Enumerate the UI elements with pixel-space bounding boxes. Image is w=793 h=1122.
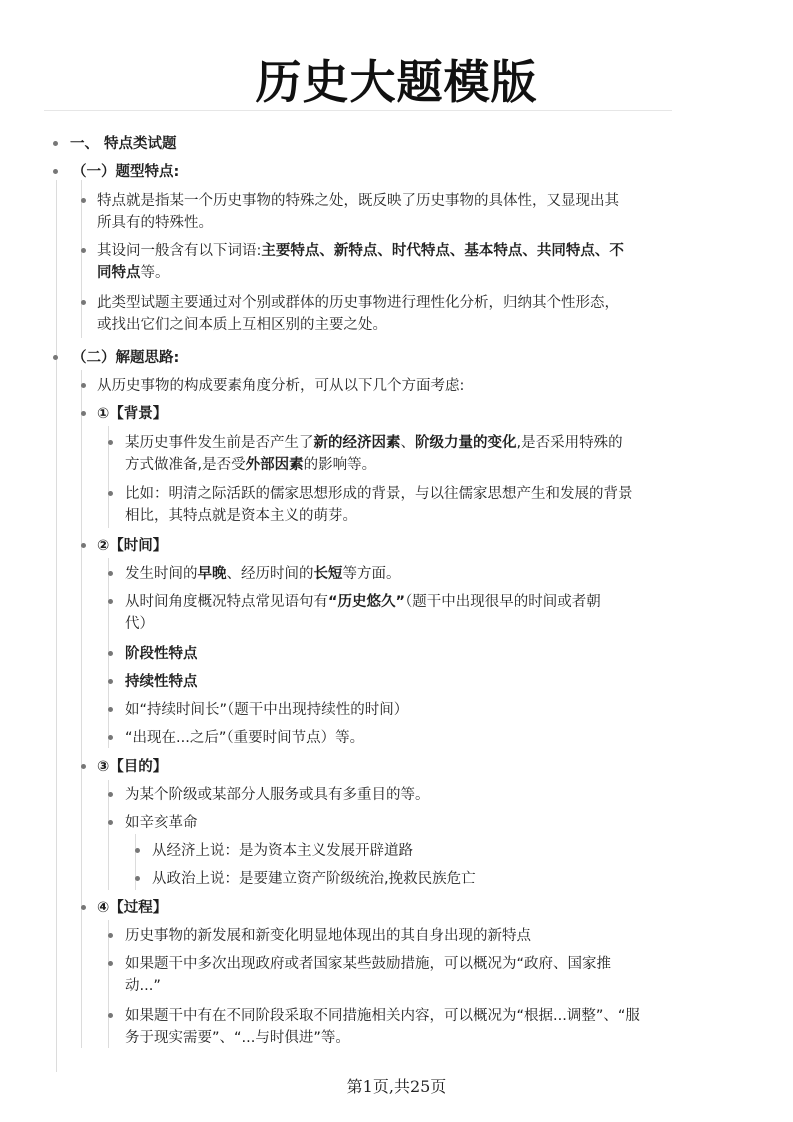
list-item: 从历史事物的构成要素角度分析，可从以下几个方面考虑: (97, 378, 465, 394)
bullet (81, 248, 86, 253)
bullet (108, 571, 113, 576)
list-item: 历史事物的新发展和新变化明显地体现出的其自身出现的新特点 (125, 928, 531, 944)
bullet (108, 735, 113, 740)
list-item: 从政治上说：是要建立资产阶级统治,挽救民族危亡 (152, 871, 476, 887)
bullet (135, 876, 140, 881)
list-item: 如“持续时间长”（题干中出现持续性的时间） (125, 702, 409, 718)
list-item: 发生时间的早晚、经历时间的长短等方面。 (125, 566, 401, 582)
bullet (81, 905, 86, 910)
bullet (81, 198, 86, 203)
factor-heading-process: ④【过程】 (97, 900, 168, 916)
bullet (53, 141, 58, 146)
bullet (81, 764, 86, 769)
bullet (108, 651, 113, 656)
bullet (108, 707, 113, 712)
page-number: 第1页,共25页 (346, 1077, 447, 1096)
list-item: “出现在...之后”（重要时间节点）等。 (125, 730, 365, 746)
list-item: 特点就是指某一个历史事物的特殊之处，既反映了历史事物的具体性，又显现出其 所具有的特殊性。 (97, 193, 619, 231)
bullet (81, 300, 86, 305)
bullet (108, 599, 113, 604)
factor-heading-background: ①【背景】 (97, 406, 168, 422)
bullet (108, 491, 113, 496)
bullet (108, 1013, 113, 1018)
section-heading: 一、 特点类试题 (70, 136, 177, 152)
bullet (108, 961, 113, 966)
page-title: 历史大题模版 (255, 55, 538, 109)
list-item: 从经济上说：是为资本主义发展开辟道路 (152, 843, 413, 859)
subsection-heading: （二）解题思路: (72, 350, 180, 366)
subsection-heading: （一）题型特点: (72, 164, 180, 180)
bullet (108, 792, 113, 797)
guide-line-level1 (56, 180, 57, 1072)
guide-line-xinhai (135, 834, 136, 890)
title-divider (44, 110, 672, 111)
list-item: 从时间角度概况特点常见语句有“历史悠久”（题干中出现很早的时间或者朝 代） (125, 594, 601, 632)
list-item: 其设问一般含有以下词语:主要特点、新特点、时代特点、基本特点、共同特点、不 同特点等。 (97, 243, 624, 281)
list-item: 此类型试题主要通过对个别或群体的历史事物进行理性化分析，归纳其个性形态， 或找出它们之间本质上互相区别的主要之处。 (97, 295, 619, 333)
bullet (81, 383, 86, 388)
list-item: 如辛亥革命 (125, 815, 198, 831)
list-item: 比如：明清之际活跃的儒家思想形成的背景，与以往儒家思想产生和发展的背景 相比，其特点就是资本主义的萌芽。 (125, 486, 633, 524)
bullet (108, 440, 113, 445)
factor-heading-purpose: ③【目的】 (97, 759, 168, 775)
guide-line-process (108, 920, 109, 1048)
bullet (81, 411, 86, 416)
list-item: 持续性特点 (125, 674, 198, 690)
guide-line-sub1 (81, 180, 82, 338)
bullet (108, 679, 113, 684)
bullet (108, 933, 113, 938)
list-item: 如果题干中有在不同阶段采取不同措施相关内容，可以概况为“根据...调整”、“服 务于现实需要”、“...与时俱进”等。 (125, 1008, 640, 1046)
factor-heading-time: ②【时间】 (97, 538, 168, 554)
bullet (135, 848, 140, 853)
bullet (53, 169, 58, 174)
list-item: 为某个阶级或某部分人服务或具有多重目的等。 (125, 787, 430, 803)
bullet (81, 543, 86, 548)
list-item: 如果题干中多次出现政府或者国家某些鼓励措施，可以概况为“政府、国家推 动...” (125, 956, 612, 994)
list-item: 阶段性特点 (125, 646, 198, 662)
bullet (108, 820, 113, 825)
list-item: 某历史事件发生前是否产生了新的经济因素、阶级力量的变化,是否采用特殊的 方式做准备,是否受外部因素的影响等。 (125, 435, 623, 473)
bullet (53, 355, 58, 360)
guide-line-sub2 (81, 370, 82, 1048)
